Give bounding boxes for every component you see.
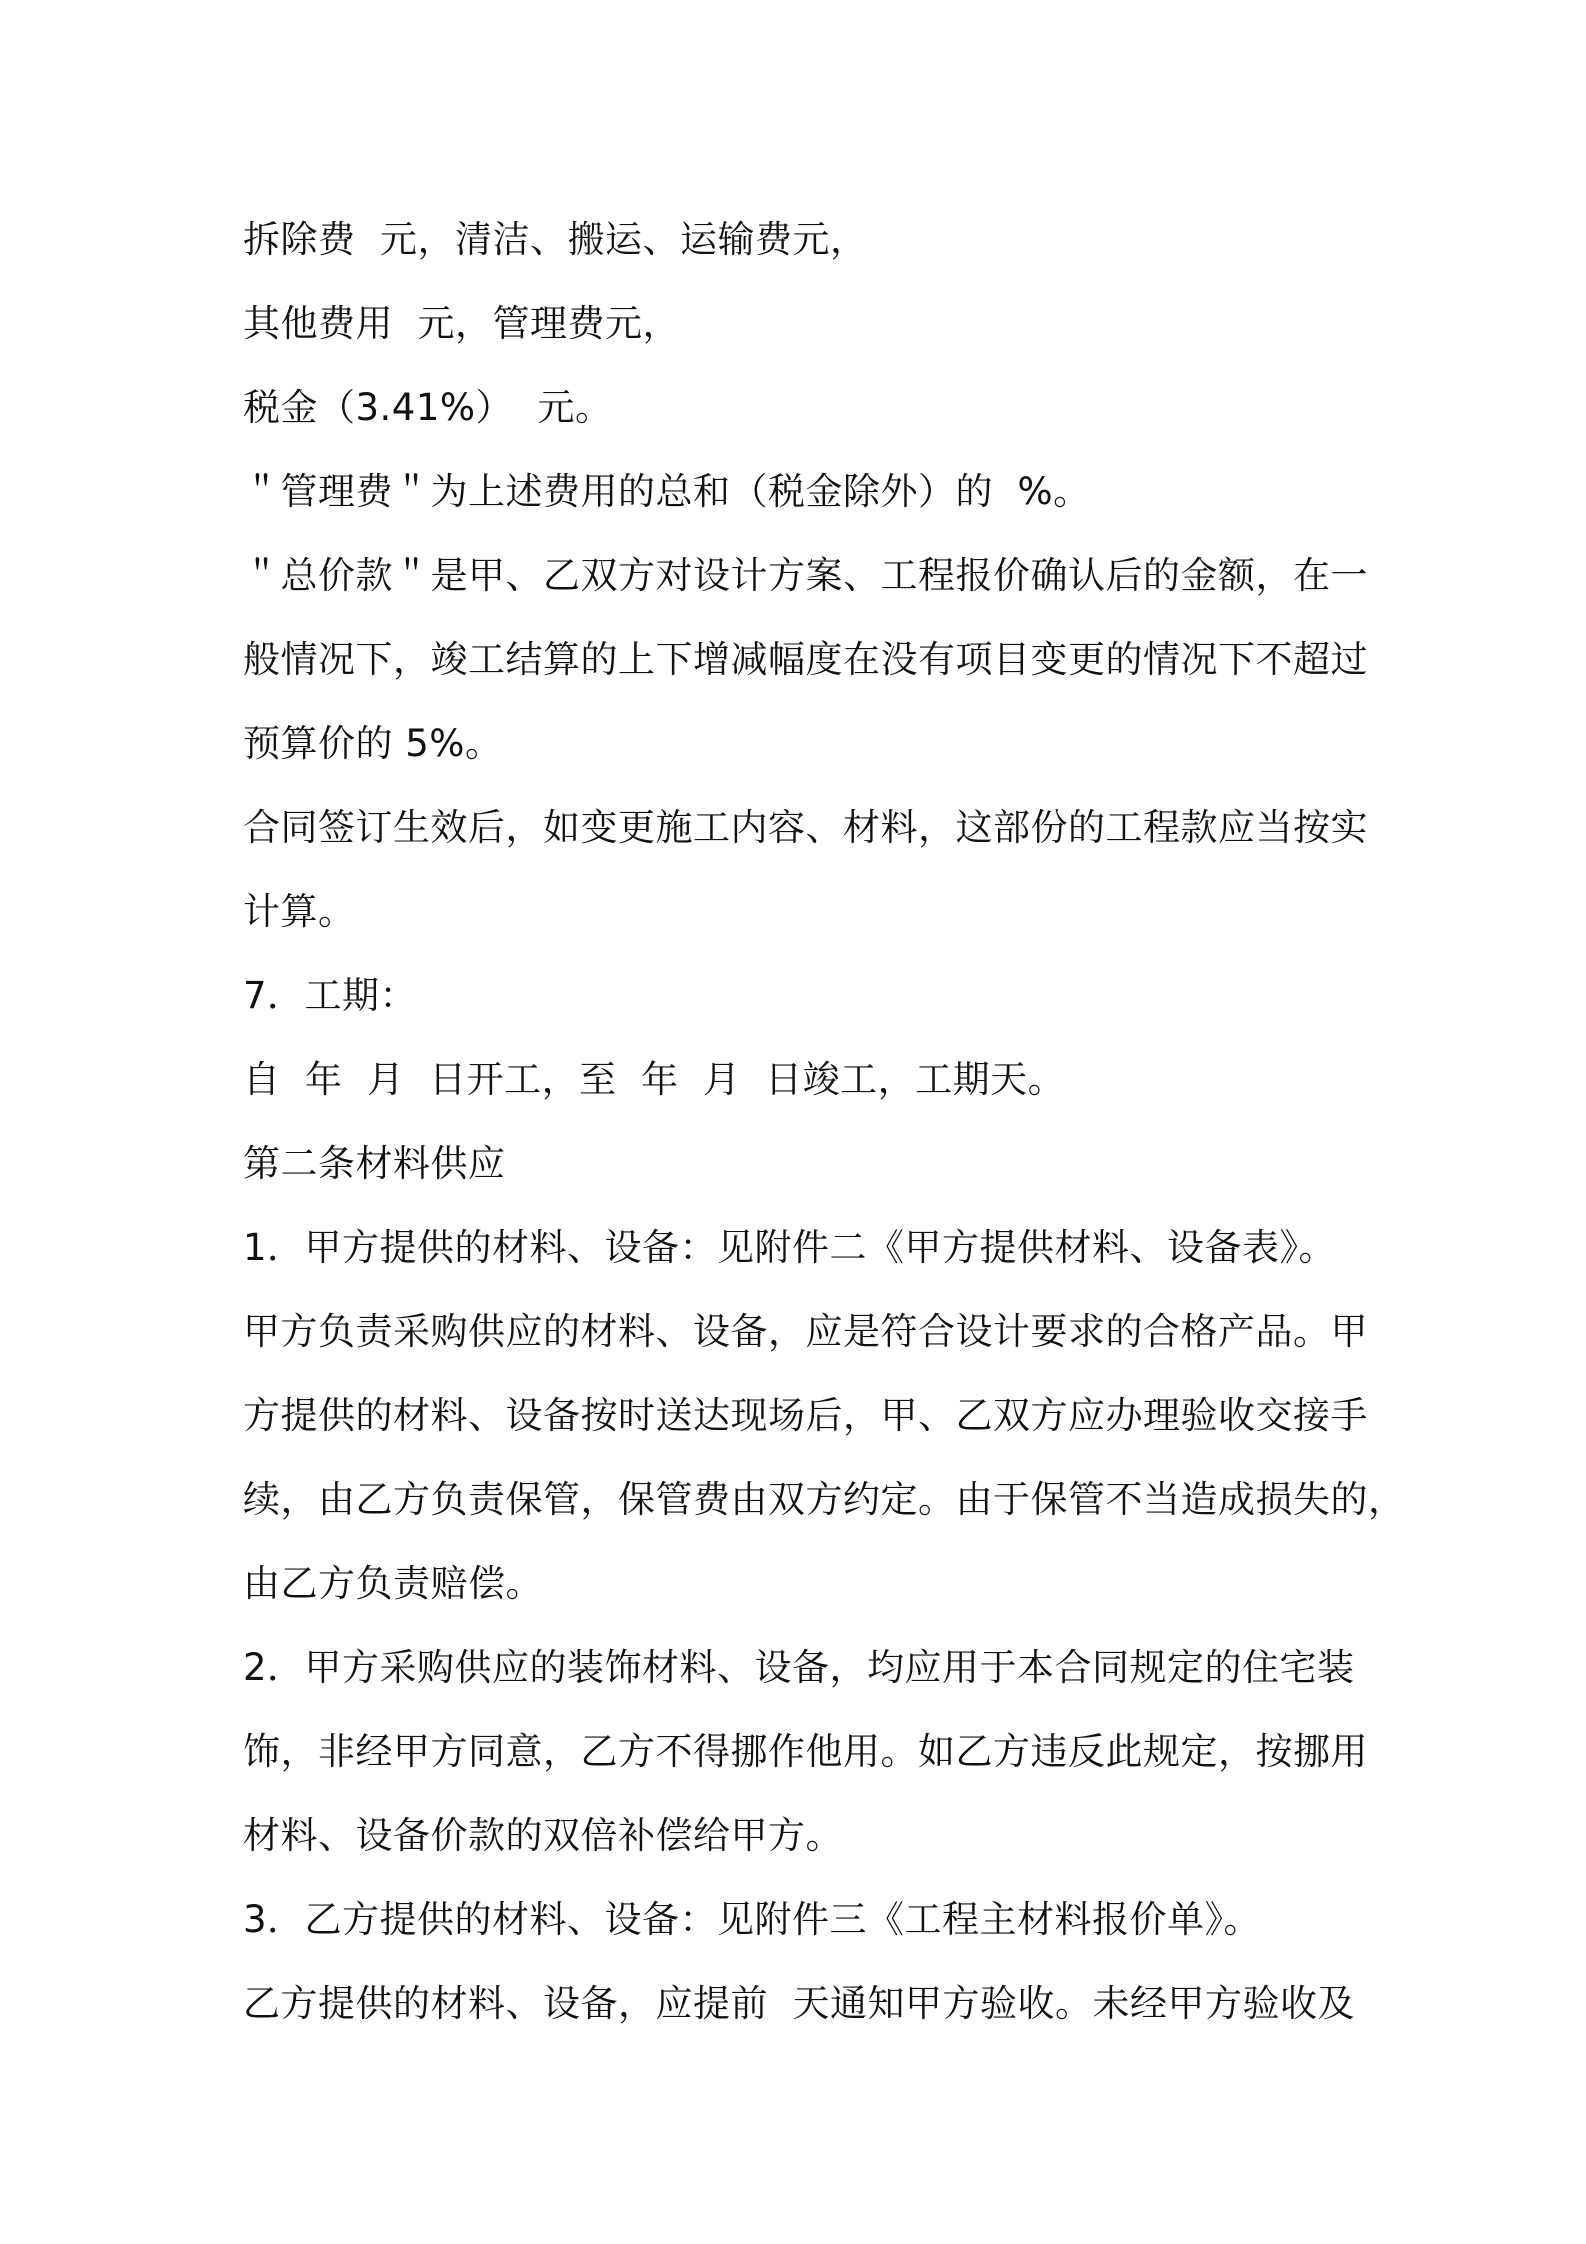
text-line: 材料、设备价款的双倍补偿给甲方。 [243, 1814, 843, 1857]
text-line: 2．甲方采购供应的装饰材料、设备，均应用于本合同规定的住宅装 [243, 1646, 1355, 1689]
text-line: 自 年 月 日开工，至 年 月 日竣工，工期天。 [243, 1058, 1066, 1101]
text-line: 预算价的 5%。 [243, 722, 503, 765]
text-line: ＂管理费＂为上述费用的总和（税金除外）的 %。 [243, 470, 1091, 513]
article-heading: 第二条材料供应 [243, 1142, 506, 1185]
text-line: 3．乙方提供的材料、设备：见附件三《工程主材料报价单》。 [243, 1898, 1262, 1941]
text-line: 般情况下，竣工结算的上下增减幅度在没有项目变更的情况下不超过 [243, 638, 1368, 681]
text-line: 拆除费 元，清洁、搬运、运输费元， [243, 218, 868, 261]
section-item-heading: 7．工期： [243, 974, 418, 1017]
text-line: 乙方提供的材料、设备，应提前 天通知甲方验收。未经甲方验收及 [243, 1982, 1356, 2025]
text-line: 饰，非经甲方同意，乙方不得挪作他用。如乙方违反此规定，按挪用 [243, 1730, 1368, 1773]
text-line: 方提供的材料、设备按时送达现场后，甲、乙双方应办理验收交接手 [243, 1394, 1368, 1437]
text-line: 合同签订生效后，如变更施工内容、材料，这部份的工程款应当按实 [243, 806, 1368, 849]
text-line: ＂总价款＂是甲、乙双方对设计方案、工程报价确认后的金额，在一 [243, 554, 1368, 597]
text-line: 税金（3.41%） 元。 [243, 386, 613, 429]
text-line: 其他费用 元，管理费元， [243, 302, 681, 345]
text-line: 甲方负责采购供应的材料、设备，应是符合设计要求的合格产品。甲 [243, 1310, 1368, 1353]
document-page [243, 198, 1406, 2046]
text-line: 1．甲方提供的材料、设备：见附件二《甲方提供材料、设备表》。 [243, 1226, 1337, 1269]
text-line: 由乙方负责赔偿。 [243, 1562, 543, 1605]
text-line: 计算。 [243, 890, 356, 933]
text-line: 续，由乙方负责保管，保管费由双方约定。由于保管不当造成损失的， [243, 1478, 1406, 1521]
